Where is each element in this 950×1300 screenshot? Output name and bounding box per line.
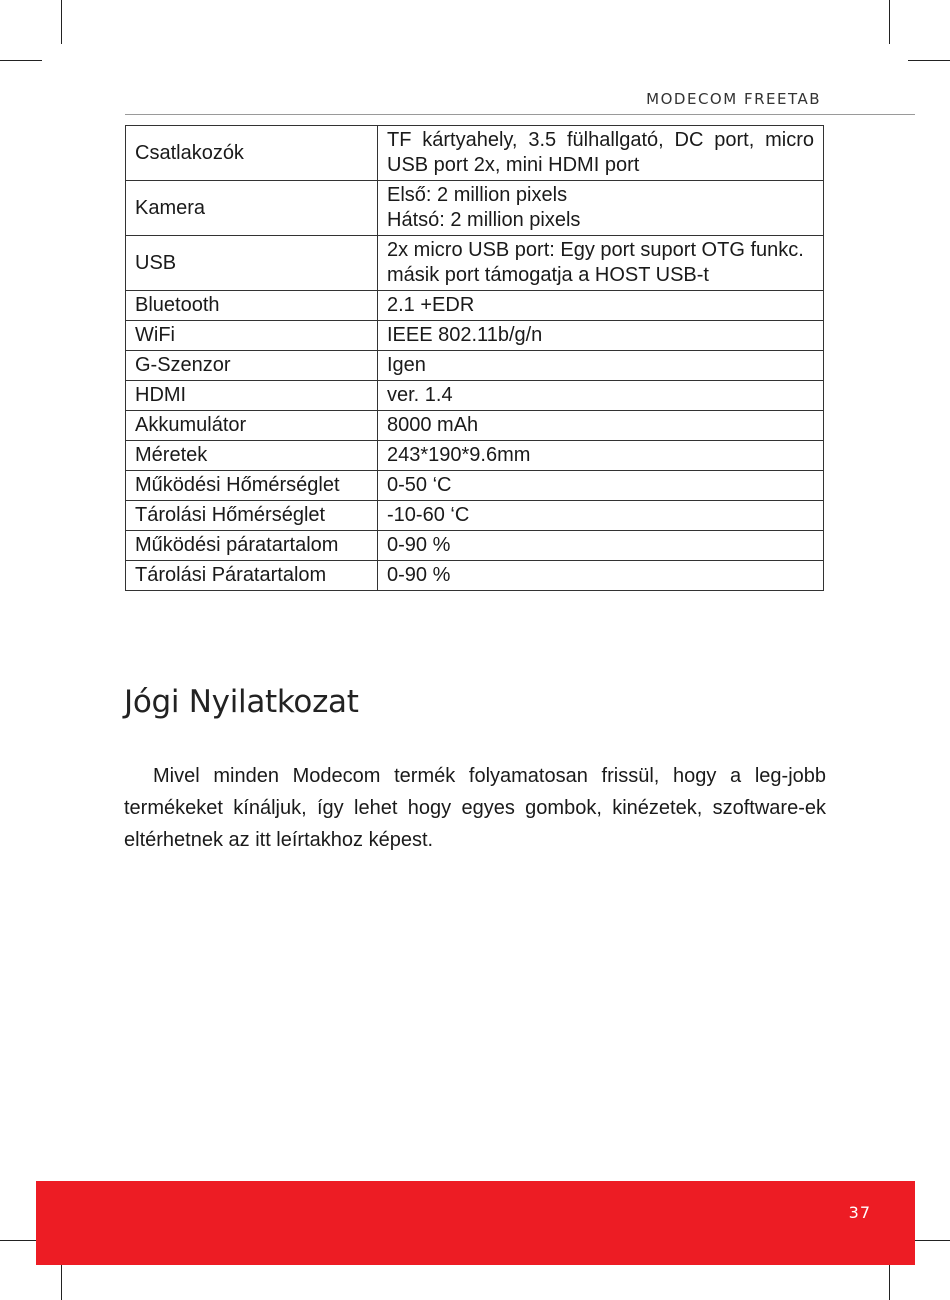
crop-mark xyxy=(0,60,42,61)
table-row xyxy=(126,126,824,181)
spec-key: Csatlakozók xyxy=(126,126,378,181)
spec-key: USB xyxy=(126,236,378,291)
spec-value xyxy=(378,236,824,291)
spec-value-line: 0-90 % xyxy=(387,534,451,556)
spec-value xyxy=(378,321,824,351)
spec-value-line: TF kártyahely, 3.5 fülhallgató, DC port, micro USB port 2x, mini HDMI port xyxy=(387,129,814,176)
table-row xyxy=(126,411,824,441)
crop-mark xyxy=(61,0,62,44)
page-header xyxy=(125,88,915,115)
spec-value xyxy=(378,381,824,411)
spec-key: Tárolási Hőmérséglet xyxy=(126,501,378,531)
spec-value-line: IEEE 802.11b/g/n xyxy=(387,324,543,346)
spec-value xyxy=(378,181,824,236)
table-row xyxy=(126,321,824,351)
crop-mark xyxy=(889,0,890,44)
footer-band xyxy=(36,1181,915,1265)
table-row xyxy=(126,441,824,471)
table-row xyxy=(126,471,824,501)
spec-key: G-Szenzor xyxy=(126,351,378,381)
spec-value-line: másik port támogatja a HOST USB-t xyxy=(387,264,709,286)
spec-value-line: 0-90 % xyxy=(387,564,451,586)
spec-key: Bluetooth xyxy=(126,291,378,321)
spec-key: WiFi xyxy=(126,321,378,351)
spec-value xyxy=(378,411,824,441)
spec-key: HDMI xyxy=(126,381,378,411)
spec-value-line: 2.1 +EDR xyxy=(387,294,475,316)
header-title: MODECOM FREETAB xyxy=(646,90,821,108)
table-row xyxy=(126,181,824,236)
spec-value xyxy=(378,531,824,561)
table-row xyxy=(126,236,824,291)
spec-key: Működési Hőmérséglet xyxy=(126,471,378,501)
section-title: Jógi Nyilatkozat xyxy=(124,684,359,720)
page-number: 37 xyxy=(848,1203,871,1222)
spec-value xyxy=(378,501,824,531)
spec-value xyxy=(378,441,824,471)
legal-paragraph: Mivel minden Modecom termék folyamatosan frissül, hogy a leg-jobb termékeket kínáljuk, így lehet hogy egyes gombok, kinézetek, szoftware-ek eltérhetnek az itt leírtakhoz képest. xyxy=(124,765,826,851)
spec-value xyxy=(378,561,824,591)
spec-value xyxy=(378,126,824,181)
spec-value-line: Hátsó: 2 million pixels xyxy=(387,209,581,231)
spec-value-line: Első: 2 million pixels xyxy=(387,184,568,206)
table-row xyxy=(126,531,824,561)
spec-key: Kamera xyxy=(126,181,378,236)
spec-key: Méretek xyxy=(126,441,378,471)
spec-value xyxy=(378,471,824,501)
table-row xyxy=(126,501,824,531)
table-row xyxy=(126,561,824,591)
spec-value xyxy=(378,291,824,321)
spec-key: Akkumulátor xyxy=(126,411,378,441)
spec-value-line: -10-60 ‘C xyxy=(387,504,470,526)
spec-value-line: 8000 mAh xyxy=(387,414,479,436)
spec-value-line: 0-50 ‘C xyxy=(387,474,452,496)
spec-value-line: 2x micro USB port: Egy port suport OTG funkc. xyxy=(387,239,804,261)
table-row xyxy=(126,381,824,411)
spec-table xyxy=(125,125,824,591)
crop-mark xyxy=(908,60,950,61)
spec-value xyxy=(378,351,824,381)
spec-key: Tárolási Páratartalom xyxy=(126,561,378,591)
table-row xyxy=(126,291,824,321)
spec-value-line: 243*190*9.6mm xyxy=(387,444,531,466)
table-row xyxy=(126,351,824,381)
spec-key: Működési páratartalom xyxy=(126,531,378,561)
spec-value-line: Igen xyxy=(387,354,426,376)
spec-value-line: ver. 1.4 xyxy=(387,384,453,406)
